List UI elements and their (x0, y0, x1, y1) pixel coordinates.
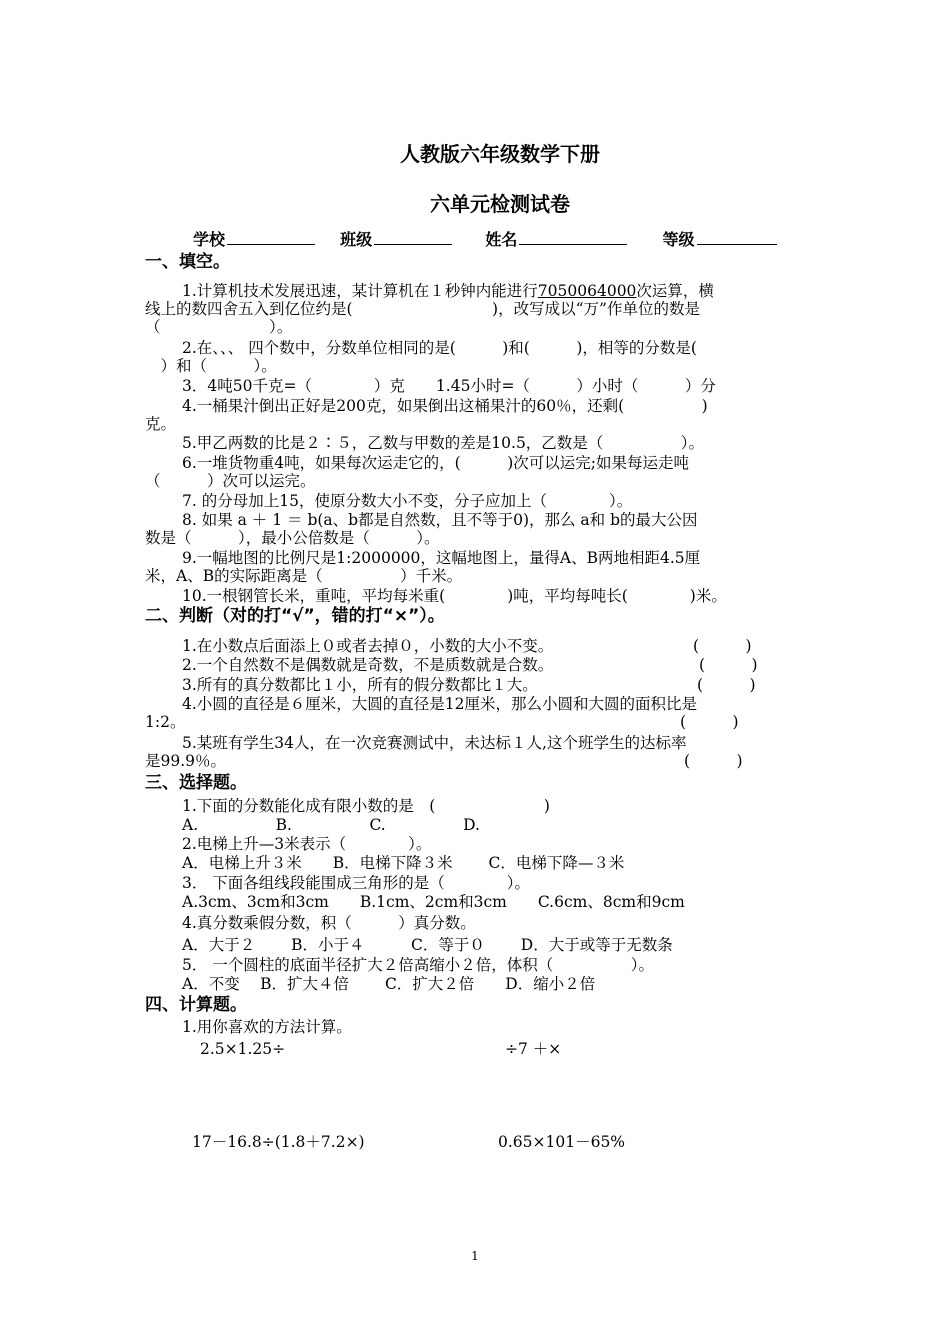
section-fill-heading: 一、填空。 (145, 252, 230, 272)
name-label: 姓名 (485, 230, 518, 249)
question-text: 2.电梯上升—3米表示（ ）。 (182, 835, 432, 853)
page-number: 1 (471, 1249, 479, 1263)
question-text: 是99.9％。 (145, 752, 227, 770)
section-calc-heading: 四、计算题。 (145, 995, 247, 1015)
expression: ÷7 ＋× (505, 1040, 562, 1058)
section-choice-heading: 三、选择题。 (145, 773, 247, 793)
choice-options: A．电梯上升３米 B．电梯下降３米 C．电梯下降—３米 (182, 854, 625, 872)
question-text: 8. 如果 a ＋ 1 ＝ b(a、b都是自然数，且不等于0)，那么 a和 b的最大公因 (182, 511, 698, 529)
underlined-number: 7050064000 (537, 282, 637, 300)
question-text: 线上的数四舍五入到亿位约是( )，改写成以“万”作单位的数是 (145, 300, 700, 318)
question-text: 3.所有的真分数都比１小，所有的假分数都比１大。 (182, 676, 538, 694)
question-text: 1.在小数点后面添上０或者去掉０，小数的大小不变。 (182, 637, 554, 655)
answer-parentheses[interactable]: ( ) (680, 713, 739, 731)
question-text: 1.下面的分数能化成有限小数的是 ( ) (182, 797, 550, 815)
answer-parentheses[interactable]: ( ) (697, 676, 756, 694)
question-text: （ ）。 (145, 318, 293, 336)
question-text: 4.真分数乘假分数，积（ ）真分数。 (182, 914, 476, 932)
student-info-row (193, 227, 777, 250)
question-text: （ ）次可以运完。 (145, 472, 316, 490)
question-text: 4.一桶果汁倒出正好是200克，如果倒出这桶果汁的60％，还剩( ) (182, 397, 708, 415)
question-text: 1.计算机技术发展迅速，某计算机在１秒钟内能进行 (182, 282, 538, 300)
choice-options: A. B. C. D. (182, 816, 480, 834)
question-text: 克。 (145, 415, 177, 433)
question-text: 1:2。 (145, 713, 186, 731)
class-blank[interactable] (374, 229, 452, 245)
page-title: 人教版六年级数学下册 (400, 142, 600, 166)
question-text: 4.小圆的直径是６厘米，大圆的直径是12厘米，那么小圆和大圆的面积比是 (182, 695, 698, 713)
question-text (182, 282, 714, 301)
question-text: 2.一个自然数不是偶数就是奇数，不是质数就是合数。 (182, 656, 554, 674)
question-text: 6.一堆货物重4吨，如果每次运走它的，( )次可以运完;如果每运走吨 (182, 454, 689, 472)
answer-parentheses[interactable]: ( ) (693, 637, 752, 655)
page-subtitle: 六单元检测试卷 (430, 192, 570, 216)
grade-blank[interactable] (697, 229, 777, 245)
class-label: 班级 (340, 230, 373, 249)
question-text: 1.用你喜欢的方法计算。 (182, 1018, 352, 1036)
question-text: 5． 一个圆柱的底面半径扩大２倍高缩小２倍，体积（ ）。 (182, 956, 655, 974)
answer-parentheses[interactable]: ( ) (699, 656, 758, 674)
question-text: 次运算，横 (636, 282, 714, 300)
expression: 17－16.8÷(1.8＋7.2×) (192, 1133, 365, 1151)
question-text: 数是（ ），最小公倍数是（ ）。 (145, 529, 440, 547)
question-text: 9.一幅地图的比例尺是1:2000000，这幅地图上，量得A、B两地相距4.5厘 (182, 549, 701, 567)
question-text: 米，A、B的实际距离是（ ）千米。 (145, 567, 463, 585)
choice-options: A．不变 B．扩大４倍 C．扩大２倍 D．缩小２倍 (182, 975, 596, 993)
name-blank[interactable] (519, 229, 627, 245)
choice-options: A.3cm、3cm和3cm B.1cm、2cm和3cm C.6cm、8cm和9cm (182, 893, 685, 911)
grade-label: 等级 (662, 230, 695, 249)
expression: 2.5×1.25÷ (200, 1040, 286, 1058)
question-text: 2.在、、、 四个数中，分数单位相同的是( )和( )，相等的分数是( (182, 339, 697, 357)
section-judge-heading: 二、判断（对的打“√”，错的打“×”）。 (145, 606, 445, 626)
school-blank[interactable] (227, 229, 315, 245)
question-text: 7. 的分母加上15，使原分数大小不变，分子应加上（ ）。 (182, 492, 633, 510)
question-text: 3． 下面各组线段能围成三角形的是（ ）。 (182, 874, 531, 892)
choice-options: A．大于２ B．小于４ C．等于０ D．大于或等于无数条 (182, 936, 673, 954)
answer-parentheses[interactable]: ( ) (684, 752, 743, 770)
question-text: 3．4吨50千克=（ ）克 1.45小时=（ ）小时（ ）分 (182, 377, 716, 395)
school-label: 学校 (193, 230, 226, 249)
question-text: 5.甲乙两数的比是２∶５，乙数与甲数的差是10.5，乙数是（ ）。 (182, 434, 705, 452)
question-text: 10.一根钢管长米，重吨，平均每米重( )吨，平均每吨长( )米。 (182, 587, 727, 605)
question-text: 5.某班有学生34人，在一次竞赛测试中，未达标１人,这个班学生的达标率 (182, 734, 687, 752)
expression: 0.65×101－65% (498, 1133, 626, 1151)
question-text: ）和（ ）。 (145, 357, 277, 375)
